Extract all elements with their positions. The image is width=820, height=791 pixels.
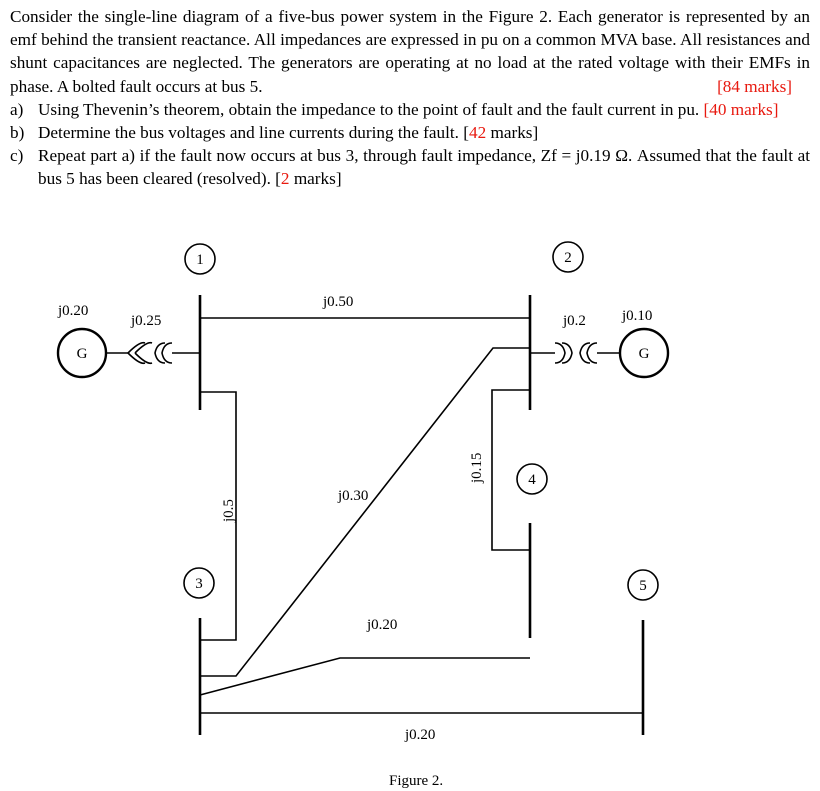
part-a-marks: [40 marks] — [703, 99, 779, 119]
part-b-text: Determine the bus voltages and line currents during the fault. [ — [38, 123, 469, 143]
generator-1 — [58, 329, 106, 377]
generator-2-symbol: G — [638, 346, 650, 362]
line-1-2-reactance: j0.50 — [323, 294, 354, 310]
part-c-marks: 2 — [280, 169, 290, 189]
bus-5-label: 5 — [639, 578, 647, 594]
bus-2-marker — [553, 242, 583, 272]
line-3-5-reactance: j0.20 — [405, 727, 436, 743]
line-2-4 — [492, 390, 530, 550]
part-b-tail: marks] — [486, 123, 539, 143]
transformer-2 — [530, 343, 620, 363]
generator-2 — [620, 329, 668, 377]
part-c-text: Repeat part a) if the fault now occurs at bus 3, through fault impedance, Zf = j0.19 Ω. Assumed that the fault at bus 5 has been cleared (resolved). [ — [38, 146, 810, 189]
gen-1-reactance: j0.20 — [58, 303, 89, 319]
part-c-label: c) — [10, 146, 24, 166]
transformer-1 — [106, 343, 200, 364]
xfmr-2-reactance: j0.2 — [563, 313, 586, 329]
part-a-text: Using Thevenin’s theorem, obtain the impedance to the point of fault and the fault current in pu. — [38, 99, 700, 119]
bus-3-marker — [184, 568, 214, 598]
xfmr-1-reactance: j0.25 — [131, 313, 162, 329]
line-2-3-reactance: j0.30 — [338, 488, 369, 504]
generator-1-symbol: G — [76, 346, 88, 362]
bus-1-label: 1 — [196, 252, 204, 268]
figure-caption: Figure 2. — [389, 773, 444, 789]
part-a-label: a) — [10, 99, 24, 119]
bus-4-marker — [517, 464, 547, 494]
line-3-4-reactance: j0.20 — [367, 617, 398, 633]
bus-1-marker — [185, 244, 215, 274]
line-3-4 — [200, 658, 530, 695]
bus-5-marker — [628, 570, 658, 600]
part-b-marks: 42 — [469, 123, 487, 143]
line-1-3-reactance: j0.5 — [221, 499, 237, 522]
line-2-3 — [200, 348, 530, 676]
part-b-label: b) — [10, 123, 25, 143]
intro-text: Consider the single-line diagram of a five-bus power system in the Figure 2. Each generator is represented by an emf behind the transient reactance. All impedances are expressed in pu on a common MVA base. All resistances and shunt capacitances are neglected. The generators are operating at no load at the rated voltage with their EMFs in phase. A bolted fault occurs at bus 5. — [10, 7, 810, 96]
bus-4-label: 4 — [528, 472, 536, 488]
bus-2-label: 2 — [564, 250, 572, 266]
gen-2-reactance: j0.10 — [622, 308, 653, 324]
intro-marks: [84 marks] — [717, 76, 792, 96]
bus-3-label: 3 — [195, 576, 203, 592]
part-c-tail: marks] — [289, 169, 342, 189]
line-2-4-reactance: j0.15 — [469, 452, 485, 483]
